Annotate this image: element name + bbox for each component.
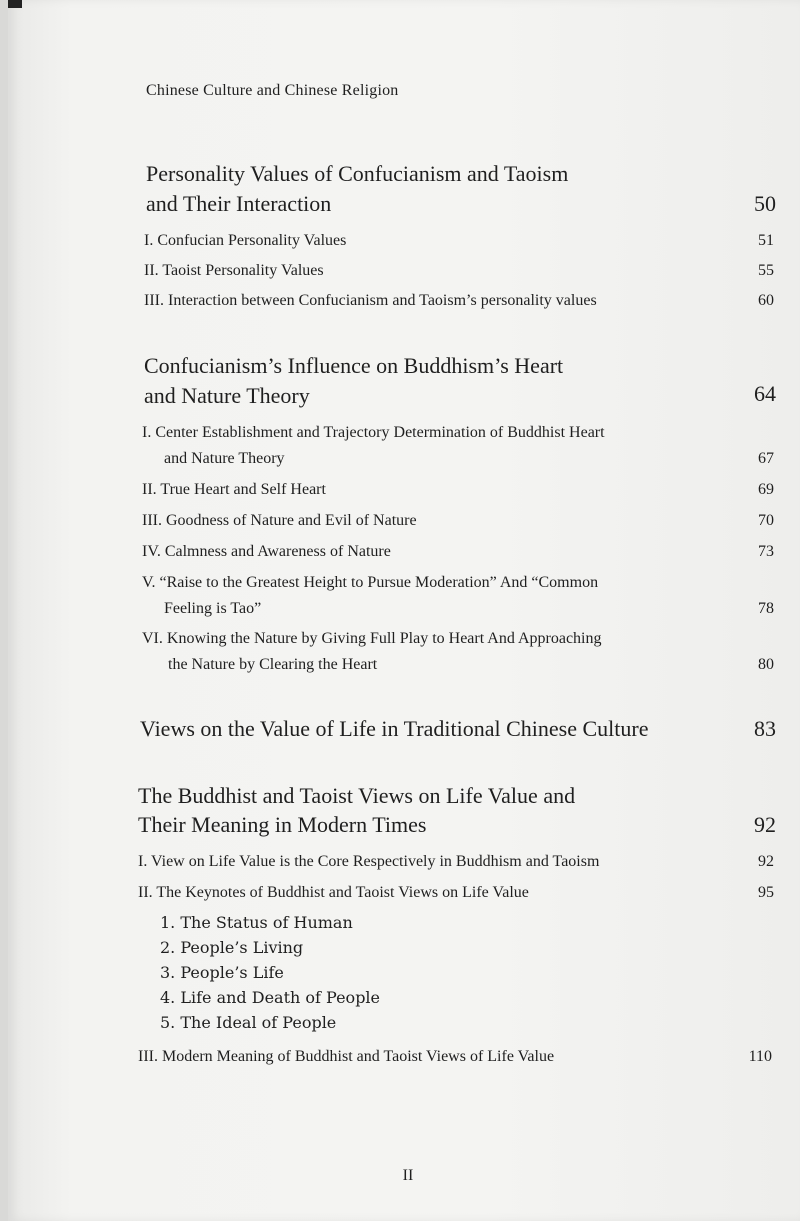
section-page-4-1: 92 bbox=[758, 853, 774, 870]
section-page-1-1: 51 bbox=[758, 232, 774, 249]
chapter-title-3: Views on the Value of Life in Traditional Chinese Culture bbox=[140, 716, 649, 741]
section-4-2: II. The Keynotes of Buddhist and Taoist Views on Life Value bbox=[138, 884, 529, 901]
section-2-3: III. Goodness of Nature and Evil of Nature bbox=[142, 512, 417, 529]
chapter-title-2-line-1: Confucianism’s Influence on Buddhism’s Heart bbox=[144, 353, 564, 378]
subsection-4: 4. Life and Death of People bbox=[160, 988, 381, 1007]
page-number: II bbox=[402, 1167, 414, 1184]
book-page bbox=[8, 0, 800, 1221]
section-page-2-2: 69 bbox=[758, 481, 774, 498]
chapter-title-1-line-1: Personality Values of Confucianism and Taoism bbox=[146, 161, 569, 186]
section-2-4: IV. Calmness and Awareness of Nature bbox=[142, 543, 391, 560]
section-page-1-2: 55 bbox=[758, 262, 774, 279]
subsection-1: 1. The Status of Human bbox=[160, 913, 353, 932]
running-title: Chinese Culture and Chinese Religion bbox=[146, 82, 399, 99]
section-2-1-line-2: and Nature Theory bbox=[164, 450, 285, 467]
section-1-2: II. Taoist Personality Values bbox=[144, 262, 324, 279]
section-2-5-line-2: Feeling is Tao” bbox=[164, 600, 262, 617]
chapter-title-4-line-1: The Buddhist and Taoist Views on Life Value and bbox=[138, 783, 576, 808]
section-4-1: I. View on Life Value is the Core Respectively in Buddhism and Taoism bbox=[138, 853, 600, 870]
section-4-3: III. Modern Meaning of Buddhist and Taoist Views of Life Value bbox=[138, 1048, 555, 1065]
section-2-1-line-1: I. Center Establishment and Trajectory Determination of Buddhist Heart bbox=[142, 424, 605, 441]
section-page-2-4: 73 bbox=[758, 543, 774, 560]
section-page-2-3: 70 bbox=[758, 512, 774, 529]
subsection-5: 5. The Ideal of People bbox=[160, 1013, 337, 1032]
section-page-4-3: 110 bbox=[748, 1048, 772, 1065]
section-page-2-6: 80 bbox=[758, 656, 774, 673]
section-2-5-line-1: V. “Raise to the Greatest Height to Pursue Moderation” And “Common bbox=[142, 574, 599, 591]
section-page-1-3: 60 bbox=[758, 292, 774, 309]
chapter-page-1: 50 bbox=[754, 191, 776, 216]
section-1-1: I. Confucian Personality Values bbox=[144, 232, 347, 249]
section-2-2: II. True Heart and Self Heart bbox=[142, 481, 326, 498]
chapter-title-4-line-2: Their Meaning in Modern Times bbox=[138, 812, 427, 837]
chapter-title-2-line-2: and Nature Theory bbox=[144, 383, 310, 408]
section-2-6-line-1: VI. Knowing the Nature by Giving Full Play to Heart And Approaching bbox=[142, 630, 602, 647]
chapter-page-3: 83 bbox=[754, 716, 776, 741]
chapter-page-4: 92 bbox=[754, 812, 776, 837]
chapter-title-1-line-2: and Their Interaction bbox=[146, 191, 332, 216]
subsection-3: 3. People’s Life bbox=[160, 963, 284, 982]
section-2-6-line-2: the Nature by Clearing the Heart bbox=[168, 656, 378, 673]
section-page-2-1: 67 bbox=[758, 450, 774, 467]
chapter-page-2: 64 bbox=[754, 381, 776, 406]
subsection-2: 2. People’s Living bbox=[160, 938, 304, 957]
section-page-4-2: 95 bbox=[758, 884, 774, 901]
section-1-3: III. Interaction between Confucianism and Taoism’s personality values bbox=[144, 292, 597, 309]
section-page-2-5: 78 bbox=[758, 600, 774, 617]
corner-mark bbox=[8, 0, 22, 8]
